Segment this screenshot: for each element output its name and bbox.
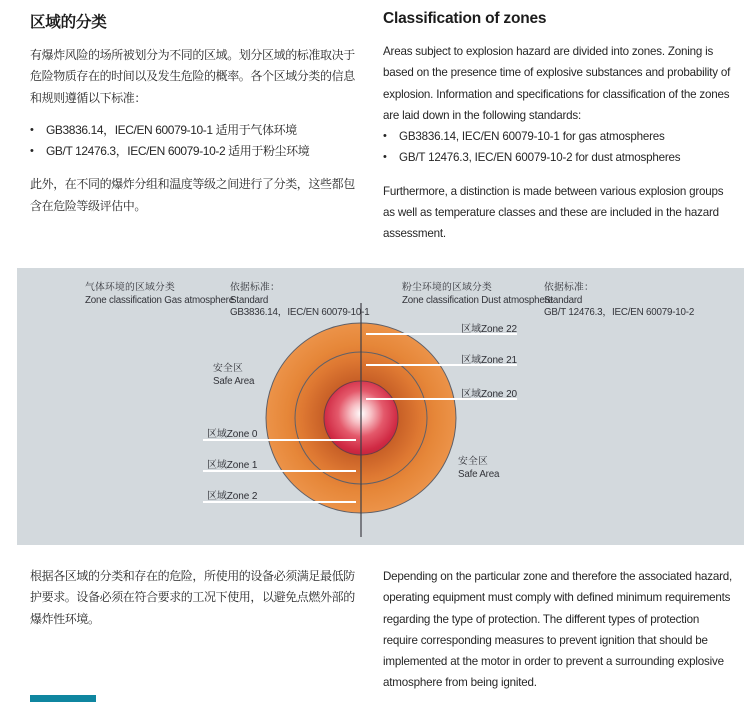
list-item: • GB3836.14，IEC/EN 60079-10-1 适用于气体环境	[30, 120, 364, 141]
bottom-paragraph-chinese: 根据各区域的分类和存在的危险，所使用的设备必须满足最低防护要求。设备必须在符合要求的工况下使用，以避免点燃外部的爆炸性环境。	[30, 569, 355, 626]
safe-area-english: Safe Area	[458, 468, 500, 480]
further-paragraph-chinese: 此外，在不同的爆炸分组和温度等级之间进行了分类，这些都包含在危险等级评估中。	[30, 177, 355, 213]
gas-caption-chinese: 气体环境的区域分类	[85, 282, 175, 293]
gas-caption-english: Zone classification Gas atmosphere	[85, 294, 234, 306]
gas-standard-label-chinese: 依据标准：	[230, 282, 280, 293]
dust-caption	[402, 282, 553, 307]
safe-area-english: Safe Area	[213, 375, 255, 387]
page-title-chinese: 区域的分类	[30, 14, 107, 31]
zone-label-zone21: 区域Zone 21	[461, 355, 517, 366]
safe-area-label-right	[458, 456, 499, 481]
gas-standard-value: GB3836.14，IEC/EN 60079-10-1	[230, 307, 370, 318]
footer-accent-bar	[30, 695, 96, 702]
list-item: • GB3836.14, IEC/EN 60079-10-1 for gas atmospheres	[383, 126, 735, 147]
standards-list-chinese	[30, 120, 364, 163]
dust-standard-value: GB/T 12476.3，IEC/EN 60079-10-2	[544, 307, 695, 318]
dust-standard-label-chinese: 依据标准：	[544, 282, 594, 293]
intro-section-chinese	[30, 10, 364, 217]
gas-standard-caption	[230, 282, 369, 320]
zone-label-zone20: 区域Zone 20	[461, 389, 517, 400]
zone-label-zone2: 区域Zone 2	[207, 491, 258, 502]
page-title-english: Classification of zones	[383, 10, 547, 27]
gas-caption	[85, 282, 234, 307]
gas-standard-label-english: Standard	[230, 294, 269, 306]
further-paragraph-english: Furthermore, a distinction is made between various explosion groups as well as temperature classes and these are included in the hazard assessment.	[383, 184, 724, 241]
dust-standard-caption	[544, 282, 694, 320]
safe-area-chinese: 安全区	[458, 456, 488, 467]
zone-label-zone0: 区域Zone 0	[207, 429, 258, 440]
bottom-section-english	[383, 566, 735, 694]
dust-caption-chinese: 粉尘环境的区域分类	[402, 282, 492, 293]
list-item: • GB/T 12476.3, IEC/EN 60079-10-2 for dust atmospheres	[383, 147, 735, 168]
intro-paragraph-english: Areas subject to explosion hazard are divided into zones. Zoning is based on the presence time of explosive substances and probability of explosion. Information and specifications for classification of the zones are laid down in the following standards:	[383, 45, 731, 122]
safe-area-chinese: 安全区	[213, 363, 243, 374]
intro-paragraph-chinese: 有爆炸风险的场所被划分为不同的区域。划分区域的标准取决于危险物质存在的时间以及发生危险的概率。各个区域分类的信息和规则遵循以下标准：	[30, 48, 355, 105]
safe-area-label-left	[213, 363, 254, 388]
zone-label-zone1: 区域Zone 1	[207, 460, 258, 471]
bottom-section-chinese	[30, 566, 364, 630]
zone-diagram-panel	[17, 268, 744, 545]
intro-section-english	[383, 10, 735, 245]
dust-standard-label-english: Standard	[544, 294, 583, 306]
standards-list-english	[383, 126, 735, 169]
zone-label-zone22: 区域Zone 22	[461, 324, 517, 335]
bottom-paragraph-english: Depending on the particular zone and therefore the associated hazard, operating equipment must comply with defined minimum requirements regarding the type of protection. The different types of protection require corresponding measures to prevent ignition that should be implemented at the motor in order to prevent a surrounding explosive atmosphere from being ignited.	[383, 570, 733, 690]
dust-caption-english: Zone classification Dust atmosphere	[402, 294, 553, 306]
list-item: • GB/T 12476.3，IEC/EN 60079-10-2 适用于粉尘环境	[30, 141, 364, 162]
